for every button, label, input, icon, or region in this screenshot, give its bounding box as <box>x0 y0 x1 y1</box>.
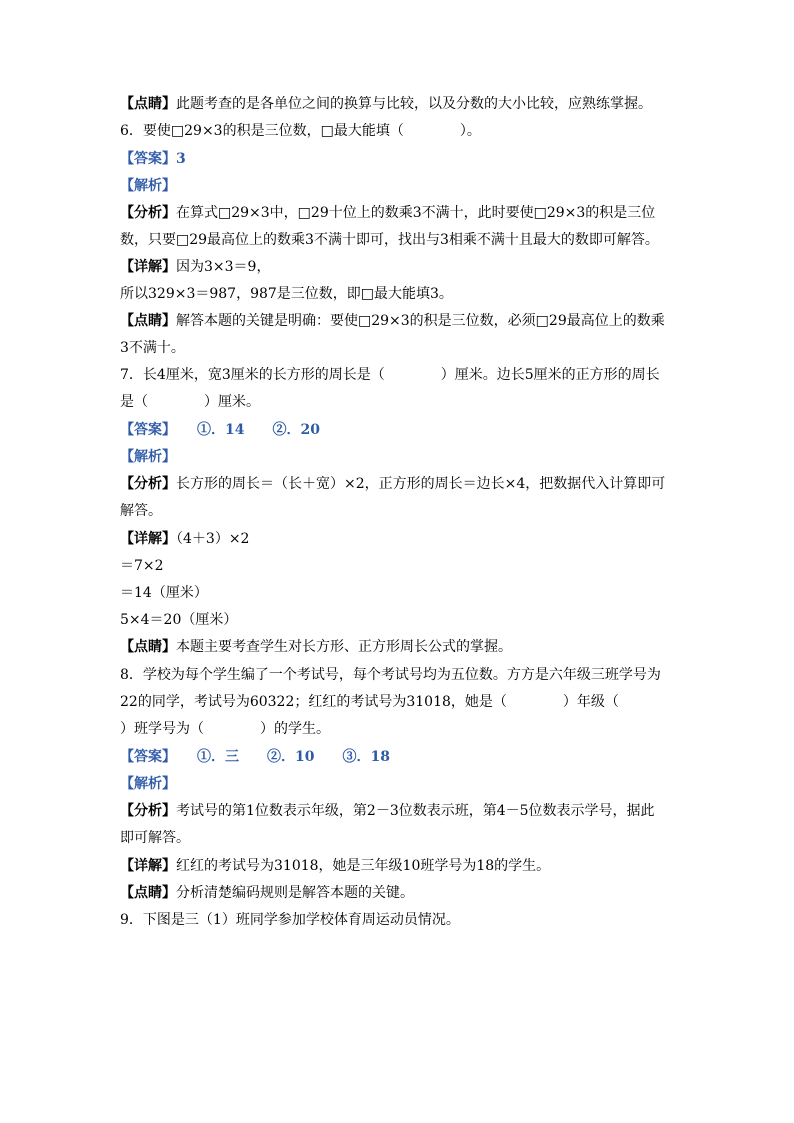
line-text: 5×4＝20（厘米） <box>120 612 238 628</box>
line-text: ）班学号为（ ）的学生。 <box>120 721 330 737</box>
line-text: ＝14（厘米） <box>120 585 208 601</box>
line-text: ＝7×2 <box>120 558 164 574</box>
text-line <box>120 557 164 575</box>
text-line <box>120 584 208 602</box>
line-text: 是（ ）厘米。 <box>120 394 260 410</box>
line-text: ①．三 ②．10 ③．18 <box>169 749 390 765</box>
line-tag: 【点睛】 <box>120 885 176 901</box>
line-text: 因为3×3＝9， <box>176 259 271 275</box>
line-text: 即可解答。 <box>120 830 190 846</box>
question-7 <box>120 366 660 384</box>
line-text: 分析清楚编码规则是解答本题的关键。 <box>176 885 414 901</box>
line-tag: 【分析】 <box>120 205 176 221</box>
line-tag: 【点睛】 <box>120 313 176 329</box>
text-line <box>120 285 453 303</box>
text-line <box>120 231 659 249</box>
line-text: 22的同学，考试号为60322；红红的考试号为31018，她是（ ）年级（ <box>120 694 619 710</box>
line-tag: 【点睛】 <box>120 639 176 655</box>
text-line <box>120 530 249 548</box>
line-tag: 【详解】 <box>120 259 176 275</box>
line-tag: 【解析】 <box>120 178 176 194</box>
line-tag: 【点睛】 <box>120 96 176 112</box>
text-line <box>120 829 190 847</box>
question-9 <box>120 911 460 929</box>
line-tag: 【答案】 <box>120 749 169 765</box>
line-text: 本题主要考查学生对长方形、正方形周长公式的掌握。 <box>176 639 512 655</box>
text-line <box>120 857 550 875</box>
line-tag: 【答案】 <box>120 422 169 438</box>
line-text: 6．要使□29×3的积是三位数，□最大能填（ ）。 <box>120 123 481 139</box>
question-8 <box>120 666 661 684</box>
text-line <box>120 884 414 902</box>
line-tag: 【解析】 <box>120 449 176 465</box>
line-text: 考试号的第1位数表示年级，第2－3位数表示班，第4－5位数表示学号，据此 <box>176 803 655 819</box>
text-line <box>120 502 162 520</box>
line-text: ①．14 ②．20 <box>169 422 320 438</box>
text-line <box>120 693 619 711</box>
text-line <box>120 802 655 820</box>
text-line <box>120 312 665 330</box>
line-tag: 【分析】 <box>120 476 176 492</box>
line-text: 此题考查的是各单位之间的换算与比较，以及分数的大小比较，应熟练掌握。 <box>176 96 652 112</box>
text-line <box>120 95 652 113</box>
line-text: 所以329×3＝987，987是三位数，即□最大能填3。 <box>120 286 453 302</box>
text-line <box>120 475 665 493</box>
text-line <box>120 339 185 357</box>
line-tag: 【答案】 <box>120 151 176 167</box>
text-line <box>120 393 260 411</box>
analysis-heading <box>120 177 176 195</box>
line-text: 7．长4厘米，宽3厘米的长方形的周长是（ ）厘米。边长5厘米的正方形的周长 <box>120 367 660 383</box>
line-text: 数，只要□29最高位上的数乘3不满十即可，找出与3相乘不满十且最大的数即可解答。 <box>120 232 659 248</box>
line-text: 3 <box>176 151 186 167</box>
analysis-heading <box>120 448 176 466</box>
analysis-heading <box>120 775 176 793</box>
line-tag: 【解析】 <box>120 776 176 792</box>
text-line <box>120 204 655 222</box>
line-text: （4＋3）×2 <box>176 531 250 547</box>
line-text: 解答。 <box>120 503 162 519</box>
text-line <box>120 720 330 738</box>
line-text: 3不满十。 <box>120 340 185 356</box>
line-text: 长方形的周长＝（长＋宽）×2，正方形的周长＝边长×4，把数据代入计算即可 <box>176 476 666 492</box>
answer-line <box>120 150 186 168</box>
text-line <box>120 258 270 276</box>
line-text: 红红的考试号为31018，她是三年级10班学号为18的学生。 <box>176 858 551 874</box>
answer-line <box>120 421 320 439</box>
line-tag: 【分析】 <box>120 803 176 819</box>
answer-line <box>120 748 390 766</box>
question-6 <box>120 122 481 140</box>
line-text: 解答本题的关键是明确：要使□29×3的积是三位数，必须□29最高位上的数乘 <box>176 313 665 329</box>
line-text: 在算式□29×3中，□29十位上的数乘3不满十，此时要使□29×3的积是三位 <box>176 205 656 221</box>
line-tag: 【详解】 <box>120 531 176 547</box>
line-text: 8．学校为每个学生编了一个考试号，每个考试号均为五位数。方方是六年级三班学号为 <box>120 667 661 683</box>
line-tag: 【详解】 <box>120 858 176 874</box>
text-line <box>120 638 512 656</box>
text-line <box>120 611 237 629</box>
line-text: 9．下图是三（1）班同学参加学校体育周运动员情况。 <box>120 912 460 928</box>
